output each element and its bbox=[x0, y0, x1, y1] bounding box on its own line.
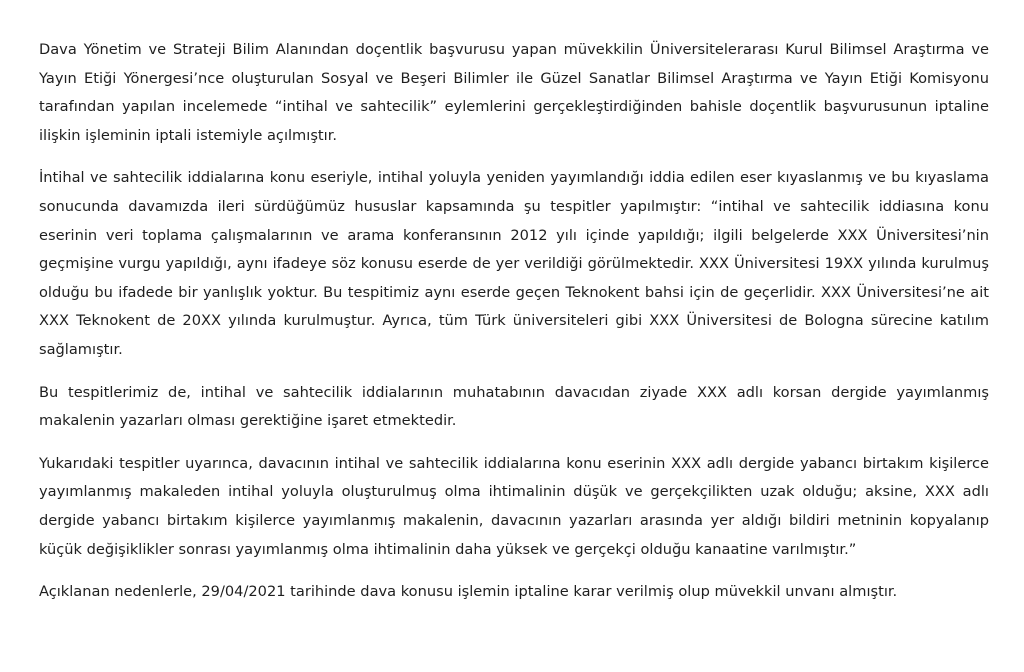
paragraph-decision: Açıklanan nedenlerle, 29/04/2021 tarihinde dava konusu işlemin iptaline karar verilmiş olup müvekkil unvanı almıştır. bbox=[39, 583, 898, 601]
paragraph-conclusion: Yukarıdaki tespitler uyarınca, davacının intihal ve sahtecilik iddialarına konu eserinin XXX adlı dergide yabancı birtakım kişilerce yayımlanmış makaleden intihal yoluyla oluşturulmuş olma ihtimalinin düşük ve gerçekçilikten uzak olduğu; aksine, XXX adlı dergide yabancı birtakım kişilerce yayımlanmış makalenin, davacının yazarları arasında yer aldığı bildiri metninin kopyalanıp küçük değişiklikler sonrası yayımlanmış olma ihtimalinin daha yüksek ve gerçekçi olduğu kanaatine varılmıştır.” bbox=[39, 454, 989, 558]
paragraph-case-summary: Dava Yönetim ve Strateji Bilim Alanından doçentlik başvurusu yapan müvekkilin Üniversitelerarası Kurul Bilimsel Araştırma ve Yayın Etiği Yönergesi’nce oluşturulan Sosyal ve Beşeri Bilimler ile Güzel Sanatlar Bilimsel Araştırma ve Yayın Etiği Komisyonu tarafından yapılan incelemede “intihal ve sahtecilik” eylemlerini gerçekleştirdiğinden bahisle doçentlik başvurusunun iptaline ilişkin işleminin iptali istemiyle açılmıştır. bbox=[39, 41, 989, 144]
document-body bbox=[39, 36, 989, 621]
paragraph-addressee: Bu tespitlerimiz de, intihal ve sahtecilik iddialarının muhatabının davacıdan ziyade XXX adlı korsan dergide yayımlanmış makalenin yazarları olması gerektiğine işaret etmektedir. bbox=[39, 383, 989, 430]
paragraph-findings: İntihal ve sahtecilik iddialarına konu eseriyle, intihal yoluyla yeniden yayımlandığı iddia edilen eser kıyaslanmış ve bu kıyaslama sonucunda davamızda ileri sürdüğümüz hususlar kapsamında şu tespitler yapılmıştır: “intihal ve sahtecilik iddiasına konu eserinin veri toplama çalışmalarının ve arama konferansının 2012 yılı içinde yapıldığı; ilgili belgelerde XXX Üniversitesi’nin geçmişine vurgu yapıldığı, aynı ifadeye söz konusu eserde de yer verildiği görülmektedir. XXX Üniversitesi 19XX yılında kurulmuş olduğu bu ifadede bir yanlışlık yoktur. Bu tespitimiz aynı eserde geçen Teknokent bahsi için de geçerlidir. XXX Üniversitesi’ne ait XXX Teknokent de 20XX yılında kurulmuştur. Ayrıca, tüm Türk üniversiteleri gibi XXX Üniversitesi de Bologna sürecine katılım sağlamıştır. bbox=[39, 169, 989, 358]
